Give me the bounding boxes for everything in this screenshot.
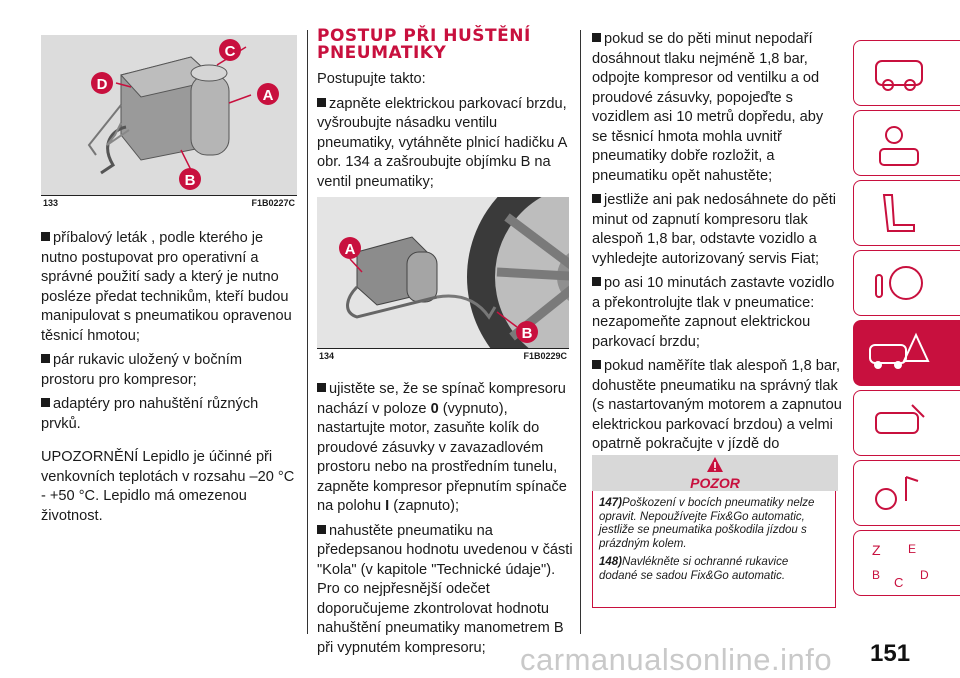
right-column xyxy=(592,30,842,479)
svg-text:C: C xyxy=(894,575,904,590)
chapter-tab-safety[interactable] xyxy=(853,250,960,316)
figure-code: F1B0229C xyxy=(523,351,567,361)
figure-label-d: D xyxy=(96,76,108,93)
svg-text:Z: Z xyxy=(872,542,881,558)
chapter-tab-dashboard[interactable] xyxy=(853,40,960,106)
figure-caption-bar xyxy=(317,348,569,365)
car-dashboard-icon xyxy=(854,41,944,105)
list-item: zapněte elektrickou parkovací brzdu, vyšroubujte násadku ventilu pneumatiky, vytáhněte plnicí hadičku A obr. 134 a zašroubujte objímku B na ventil pneumatiky; xyxy=(317,95,567,190)
list-item: pokud naměříte tlak alespoň 1,8 bar, dohustěte pneumatiku na správný tlak (s nastartovaným motorem a zapnutou elektrickou parkovací brzdou) a velmi opatrně pokračujte v jízdě do xyxy=(592,358,842,452)
figure-label-b: B xyxy=(184,172,196,189)
figure-code: F1B0227C xyxy=(251,198,295,208)
list-item: nahustěte pneumatiku na předepsanou hodnotu uvedenou v části "Kola" (v kapitole "Technické údaje"). Pro co nejpřesnější odečet doporučujeme zkontrolovat hodnotu nahuštění pneumatiky manometrem B při vypnutém kompresoru; xyxy=(317,522,573,656)
figure-label-a: A xyxy=(344,241,356,258)
bullet-icon xyxy=(317,98,326,107)
list-item: ujistěte se, že se spínač kompresoru nachází v poloze 0 (vypnuto), nastartujte motor, zasuňte kolík do proudové zásuvky v zavazadlovém prostoru nebo na prostředním tunelu, zapněte kompresor přepnutím spínače na polohu I (zapnuto); xyxy=(317,381,567,514)
chapter-tab-lights[interactable] xyxy=(853,110,960,176)
steering-safety-icon xyxy=(854,251,944,315)
middle-column xyxy=(317,380,573,663)
note-item: 148)Navlékněte si ochranné rukavice dodané se sadou Fix&Go automatic. xyxy=(599,556,789,582)
bullet-icon xyxy=(317,383,326,392)
figure-caption-bar xyxy=(41,195,297,212)
bullet-icon xyxy=(592,33,601,42)
seat-icon xyxy=(854,181,944,245)
figure-number: 134 xyxy=(319,351,335,361)
note-item: 147)Poškození v bocích pneumatiky nelze opravit. Nepoužívejte Fix&Go automatic, jestliže se pneumatika poškodila jízdou s prázdným kolem. xyxy=(599,497,815,550)
bullet-icon xyxy=(41,354,50,363)
multimedia-icon xyxy=(854,461,944,525)
intro-text: Postupujte takto: xyxy=(317,71,426,87)
chapter-tab-maintenance[interactable] xyxy=(853,390,960,456)
column-divider xyxy=(580,30,581,634)
list-item: pokud se do pěti minut nepodaří dosáhnout tlaku nejméně 1,8 bar, odpojte kompresor od ventilku a od proudové zásuvky, popojeďte s vozidlem asi 10 metrů dopředu, aby se těsnicí hmota mohla uvnitř pneumatiky dobře rozložit, a pneumatiku opět nahustěte; xyxy=(592,31,824,184)
list-item: příbalový leták , podle kterého je nutno postupovat pro operativní a správné použití sady a který je nutno posléze předat technikům, kteří budou manipulovat s pneumatikou opravenou těsnicí hmotou; xyxy=(41,230,292,344)
column-divider xyxy=(307,30,308,634)
svg-text:B: B xyxy=(872,568,881,582)
figure-number: 133 xyxy=(43,198,59,208)
bullet-icon xyxy=(592,194,601,203)
figure-label-a: A xyxy=(262,87,274,104)
maintenance-icon xyxy=(854,391,944,455)
figure-134 xyxy=(317,197,569,365)
svg-text:D: D xyxy=(920,568,929,582)
bullet-icon xyxy=(317,525,326,534)
tyre-inflation-illustration xyxy=(317,197,569,349)
chapter-tab-seats[interactable] xyxy=(853,180,960,246)
warning-text: UPOZORNĚNÍ Lepidlo je účinné při venkovních teplotách v rozsahu –20 °C - +50 °C. Lepidlo má omezenou životnost. xyxy=(41,449,295,524)
chapter-tab-emergency[interactable] xyxy=(853,320,960,386)
bullet-icon xyxy=(41,398,50,407)
list-item: jestliže ani pak nedosáhnete do pěti minut od zapnutí kompresoru tlak alespoň 1,8 bar, odstavte vozidlo a vyhledejte autorizovaný servis Fiat; xyxy=(592,192,837,267)
warning-triangle-icon xyxy=(592,455,838,475)
left-column xyxy=(41,229,297,531)
emergency-car-icon xyxy=(854,321,944,385)
list-item: po asi 10 minutách zastavte vozidlo a překontrolujte tlak v pneumatice: nezapomeňte zapnout elektrickou parkovací brzdu; xyxy=(592,275,835,350)
bullet-icon xyxy=(592,277,601,286)
bullet-icon xyxy=(41,232,50,241)
bullet-icon xyxy=(592,360,601,369)
watermark: carmanualsonline.info xyxy=(520,642,833,677)
figure-133 xyxy=(41,35,297,212)
list-item: adaptéry pro nahuštění různých prvků. xyxy=(41,396,259,432)
pozor-notes xyxy=(592,491,836,608)
index-icon xyxy=(854,531,944,595)
svg-text:E: E xyxy=(908,542,917,556)
chapter-tab-index[interactable] xyxy=(853,530,960,596)
pozor-header xyxy=(592,455,838,491)
pozor-title: POZOR xyxy=(690,475,740,491)
middle-intro xyxy=(317,70,573,197)
compressor-illustration xyxy=(41,35,297,196)
section-title: POSTUP PŘI HUŠTĚNÍ PNEUMATIKY xyxy=(317,26,531,63)
chapter-tab-multimedia[interactable] xyxy=(853,460,960,526)
figure-label-c: C xyxy=(224,43,236,60)
page-number: 151 xyxy=(870,640,911,667)
list-item: pár rukavic uložený v bočním prostoru pro kompresor; xyxy=(41,352,242,388)
lights-icon xyxy=(854,111,944,175)
figure-label-b: B xyxy=(521,325,533,342)
